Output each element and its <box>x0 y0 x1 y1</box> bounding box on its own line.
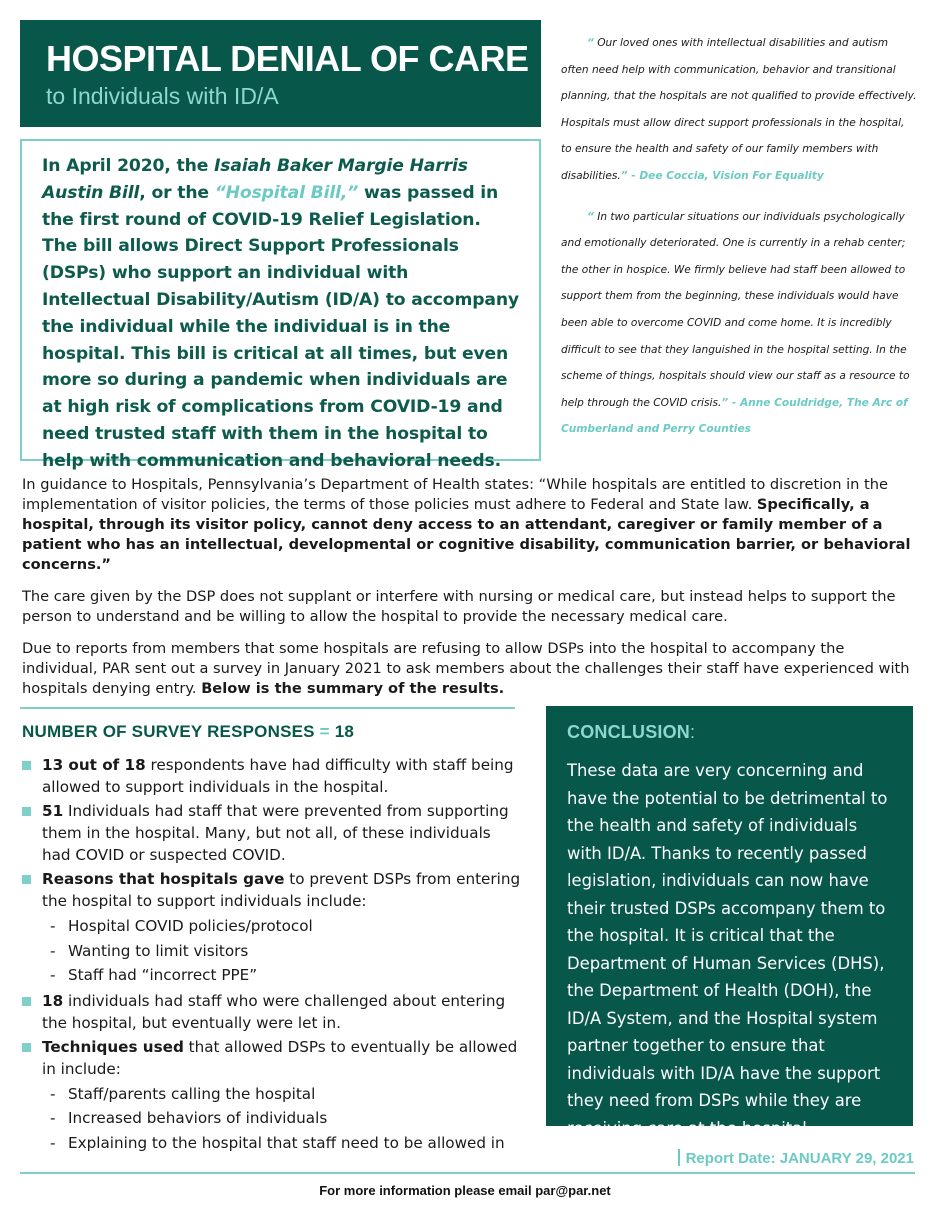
guidance-bold: Specifically, a hospital, through its visitor policy, cannot deny access to an attendant, caregiver or family member of a patient who has an intellectual, developmental or cognitive disability, communication barrier, or behavioral concerns <box>22 496 911 573</box>
sub-list <box>42 1082 522 1156</box>
body-text <box>22 475 912 699</box>
guidance-end: .” <box>95 556 112 573</box>
report-date <box>678 1149 914 1167</box>
body-paragraph-care: The care given by the DSP does not supplant or interfere with nursing or medical care, but instead helps to support the person to understand and be willing to allow the hospital to provide the necessary medical care. <box>22 588 896 625</box>
intro-text-1: In April 2020, the <box>42 156 215 176</box>
close-quote-mark: ” <box>620 169 628 182</box>
sub-list-item: - Increased behaviors of individuals <box>50 1109 328 1127</box>
quote-coccia <box>561 30 917 190</box>
item-bold: Techniques used <box>42 1037 184 1056</box>
list-item <box>22 990 522 1034</box>
sub-item-text: Explaining to the hospital that staff need to be allowed in <box>68 1133 505 1152</box>
conclusion-text: These data are very concerning and have the potential to be detrimental to the health and safety of individuals with ID/A. Thanks to recently passed legislation, individuals can now have their trusted DSPs accompany them to the hospital. It is critical that the Department of Human Services (DHS), the Department of Health (DOH), the ID/A System, and the Hospital system partner together to ensure that individuals with ID/A have the support they need from DSPs while they are receiving care at the hospital. <box>567 761 888 1138</box>
item-bold: Reasons that hospitals gave <box>42 870 285 888</box>
quote-attribution: - Anne Couldridge, The Arc of Cumberland and Perry Counties <box>561 396 908 436</box>
intro-callout <box>20 139 541 471</box>
sub-item-text: Wanting to limit visitors <box>68 941 249 960</box>
quote-text: In two particular situations our individuals psychologically and emotionally deteriorated. One is currently in a rehab center; the other in hospice. We firmly believe had staff been allowed to support them from the beginning, these individuals would have been able to overcome COVID and come home. It is incredibly difficult to see that they languished in the hospital setting. In the scheme of things, hospitals should view our staff as a resource to help through the COVID crisis. <box>561 210 910 409</box>
item-text: respondents have had difficulty with staff being allowed to support individuals in the hospital. <box>42 756 514 796</box>
square-bullet-icon <box>22 997 31 1006</box>
sub-list-item: - Explaining to the hospital that staff need to be allowed in <box>50 1133 505 1152</box>
conclusion-heading-colon: : <box>690 722 696 742</box>
sub-item-text: Staff had “incorrect PPE” <box>68 966 258 984</box>
body-paragraph-survey <box>22 639 912 699</box>
page-title: HOSPITAL DENIAL OF CARE <box>46 38 529 79</box>
bill-name: Isaiah Baker Margie Harris Austin Bill <box>42 156 468 203</box>
sub-item-text: Increased behaviors of individuals <box>68 1109 328 1127</box>
square-bullet-icon <box>22 761 31 770</box>
square-bullet-icon <box>22 807 31 816</box>
conclusion-heading <box>567 722 893 743</box>
intro-text-3: was passed in the first round of COVID-19 Relief Legislation. The bill allows Direct Support Professionals (DSPs) who support an individual with Intellectual Disability/Autism (ID/A) to accompany the individual while the individual is in the hospital. This bill is critical at all times, but even more so during a pandemic when individuals are at high risk of complications from COVID-19 and need trusted staff with them in the hospital to help with communication and behavioral needs. <box>42 182 519 471</box>
sub-list-item: - Staff had “incorrect PPE” <box>50 966 258 984</box>
survey-heading-count: 18 <box>334 722 354 741</box>
header-banner <box>20 20 541 127</box>
sub-list-item: - Staff/parents calling the hospital <box>50 1084 316 1103</box>
footer-contact: For more information please email par@par.net <box>319 1183 611 1198</box>
sub-list <box>42 914 522 988</box>
item-bold: 13 out of 18 <box>42 756 146 774</box>
item-bold: 18 <box>42 991 64 1010</box>
square-bullet-icon <box>22 875 31 884</box>
page-subtitle: to Individuals with ID/A <box>46 83 279 109</box>
item-bold: 51 <box>42 802 64 820</box>
sub-list-item: - Wanting to limit visitors <box>50 941 249 960</box>
sub-item-text: Staff/parents calling the hospital <box>68 1084 316 1103</box>
close-quote-mark: ” <box>721 396 729 409</box>
survey-heading-label: NUMBER OF SURVEY RESPONSES <box>22 722 315 741</box>
survey-heading <box>22 722 522 742</box>
quote-text: Our loved ones with intellectual disabilities and autism often need help with communication, behavior and transitional planning, that the hospitals are not qualified to provide effectively. Hospitals must allow direct support professionals in the hospital, to ensure the health and safety of our family members with disabilities. <box>561 37 917 182</box>
conclusion-box <box>546 706 913 1138</box>
report-date-text: Report Date: JANUARY 29, 2021 <box>685 1150 914 1167</box>
quotes-column <box>561 30 917 443</box>
item-text: Individuals had staff that were prevented from supporting them in the hospital. Many, but not all, of these individuals had COVID or suspected COVID. <box>42 802 509 864</box>
quote-couldridge <box>561 204 917 443</box>
open-quote-mark: “ <box>587 210 594 223</box>
quote-attribution: - Dee Coccia, Vision For Equality <box>627 169 824 182</box>
square-bullet-icon <box>22 1043 31 1052</box>
sub-item-text: Hospital COVID policies/protocol <box>68 917 313 935</box>
survey-section <box>22 722 522 1155</box>
survey-heading-eq: = <box>314 722 335 741</box>
guidance-text: In guidance to Hospitals, Pennsylvania’s Department of Health states: “While hospitals are entitled to discretion in the implementation of visitor policies, the terms of those policies must adhere to Federal and State law. <box>22 476 888 513</box>
section-divider <box>20 707 515 709</box>
open-quote-mark: “ <box>587 37 594 49</box>
intro-paragraph <box>42 153 521 475</box>
body-paragraph-guidance <box>22 475 912 575</box>
item-text: individuals had staff who were challenged about entering the hospital, but eventually were let in. <box>42 991 506 1032</box>
vertical-bar-icon <box>678 1149 680 1166</box>
list-item <box>22 1036 522 1156</box>
item-text: that allowed DSPs to eventually be allowed in include: <box>42 1037 518 1078</box>
list-item <box>22 800 522 866</box>
survey-intro-text: Due to reports from members that some hospitals are refusing to allow DSPs into the hospital to accompany the individual, PAR sent out a survey in January 2021 to ask members about the challenges their staff have experienced with hospitals denying entry. <box>22 640 910 697</box>
intro-text-2: , or the <box>139 182 215 203</box>
list-item <box>22 868 522 988</box>
conclusion-heading-text: CONCLUSION <box>567 722 690 742</box>
footer-divider <box>20 1172 915 1174</box>
survey-list <box>22 754 522 1155</box>
item-text: to prevent DSPs from entering the hospital to support individuals include: <box>42 870 521 910</box>
sub-list-item: - Hospital COVID policies/protocol <box>50 917 313 935</box>
bill-nickname: “Hospital Bill,” <box>214 182 359 203</box>
list-item <box>22 754 522 798</box>
survey-intro-bold: Below is the summary of the results. <box>201 680 505 697</box>
